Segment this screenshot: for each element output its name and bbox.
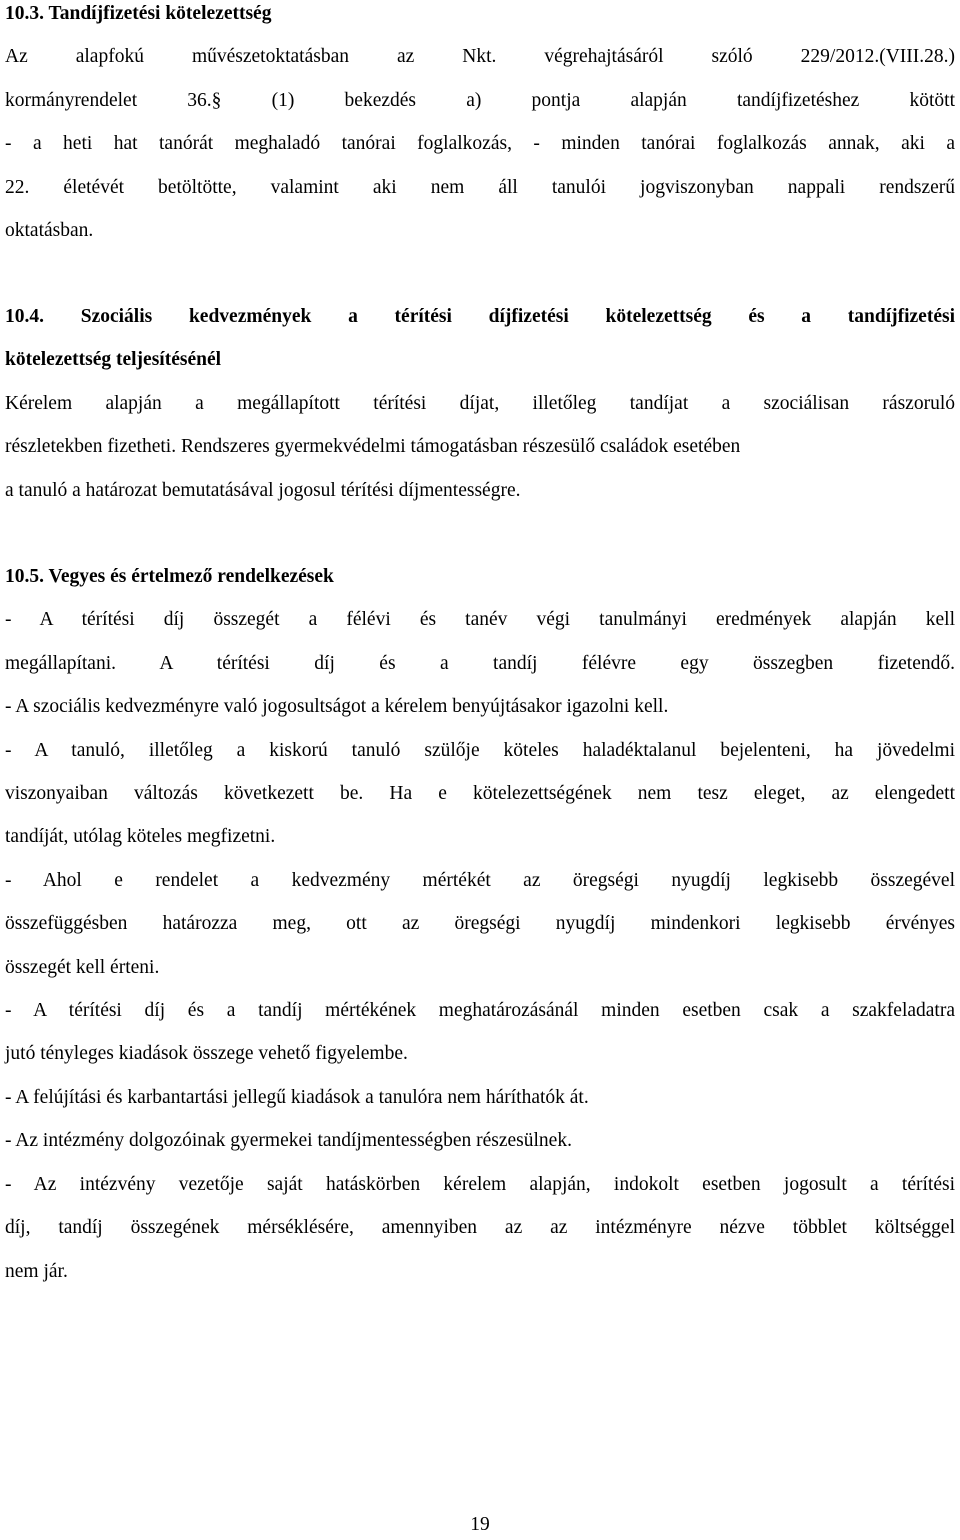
text-line: kormányrendelet 36.§ (1) bekezdés a) pontja alapján tandíjfizetéshez kötött [5, 89, 955, 111]
text-line: - Az intézvény vezetője saját hatáskörben kérelem alapján, indokolt esetben jogosult a térítési [5, 1173, 955, 1195]
text-line: a tanuló a határozat bemutatásával jogosul térítési díjmentességre. [5, 479, 521, 501]
text-line: 22. életévét betöltötte, valamint aki nem áll tanulói jogviszonyban nappali rendszerű [5, 176, 955, 198]
text-line: díj, tandíj összegének mérséklésére, amennyiben az az intézményre nézve többlet költséggel [5, 1217, 955, 1239]
section-10-4 [5, 295, 955, 512]
section-heading: 10.3. Tandíjfizetési kötelezettség [5, 3, 272, 24]
section-heading-cont: kötelezettség teljesítésénél [5, 349, 222, 371]
text-line: nem jár. [5, 1260, 68, 1282]
section-10-3 [5, 0, 955, 252]
text-line: megállapítani. A térítési díj és a tandíj félévre egy összegben fizetendő. [5, 652, 955, 674]
text-line: részletekben fizetheti. Rendszeres gyermekvédelmi támogatásban részesülő családok esetében [5, 436, 741, 458]
text-line: Az alapfokú művészetoktatásban az Nkt. végrehajtásáról szóló 229/2012.(VIII.28.) [5, 46, 955, 68]
text-line: tandíját, utólag köteles megfizetni. [5, 826, 276, 848]
section-heading: 10.4. Szociális kedvezmények a térítési díjfizetési kötelezettség és a tandíjfizetési [5, 306, 955, 327]
section-10-5 [5, 555, 955, 1293]
text-line: Kérelem alapján a megállapított térítési díjat, illetőleg tandíjat a szociálisan rászoruló [5, 392, 955, 414]
text-line: viszonyaiban változás következett be. Ha e kötelezettségének nem tesz eleget, az elengedett [5, 783, 955, 805]
text-line: - Ahol e rendelet a kedvezmény mértékét az öregségi nyugdíj legkisebb összegével [5, 869, 955, 891]
text-line: összefüggésben határozza meg, ott az öregségi nyugdíj mindenkori legkisebb érvényes [5, 913, 955, 935]
text-line: - A tanuló, illetőleg a kiskorú tanuló szülője köteles haladéktalanul bejelenteni, ha jövedelmi [5, 739, 955, 761]
text-line: jutó tényleges kiadások összege vehető figyelembe. [5, 1043, 408, 1065]
text-line: - A térítési díj összegét a félévi és tanév végi tanulmányi eredmények alapján kell [5, 609, 955, 631]
text-line: - A felújítási és karbantartási jellegű kiadások a tanulóra nem háríthatók át. [5, 1086, 589, 1108]
text-line: - A szociális kedvezményre való jogosultságot a kérelem benyújtásakor igazolni kell. [5, 696, 669, 718]
text-line: - a heti hat tanórát meghaladó tanórai foglalkozás, - minden tanórai foglalkozás annak, aki a [5, 133, 955, 155]
text-line: - A térítési díj és a tandíj mértékének meghatározásánál minden esetben csak a szakfeladatra [5, 1000, 955, 1022]
text-line: - Az intézmény dolgozóinak gyermekei tandíjmentességben részesülnek. [5, 1130, 572, 1152]
page-number: 19 [470, 1514, 490, 1535]
text-line: oktatásban. [5, 220, 94, 242]
section-heading: 10.5. Vegyes és értelmező rendelkezések [5, 566, 334, 587]
text-line: összegét kell érteni. [5, 956, 160, 978]
